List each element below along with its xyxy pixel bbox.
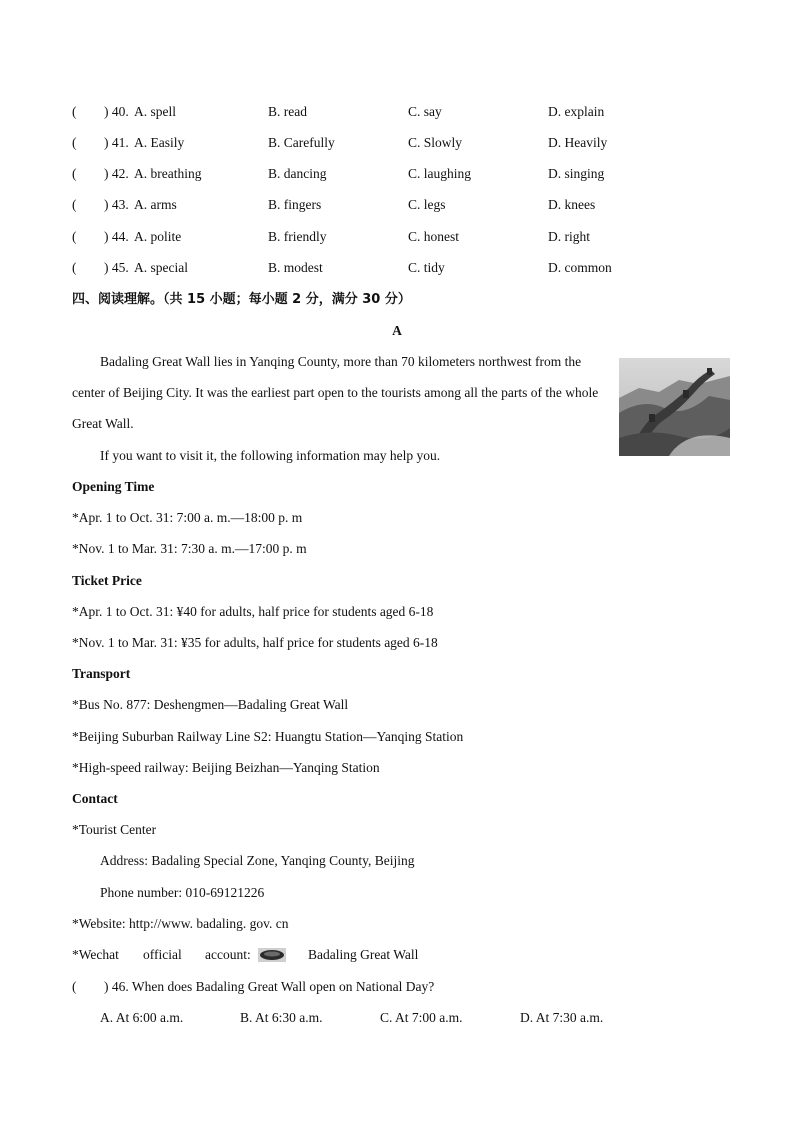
- option-a: A. arms: [134, 197, 177, 212]
- option-a: A. special: [134, 260, 188, 275]
- question-row-42: [0, 166, 794, 182]
- transport-high-speed-railway: *High-speed railway: Beijing Beizhan—Yanqing Station: [72, 760, 380, 775]
- wechat-account-name: Badaling Great Wall: [308, 947, 419, 962]
- passage-label: A: [392, 323, 402, 338]
- contact-address: Address: Badaling Special Zone, Yanqing County, Beijing: [100, 853, 415, 868]
- question-number: ) 40.: [104, 104, 129, 119]
- great-wall-photo: [619, 358, 730, 456]
- option-d: D. At 7:30 a.m.: [520, 1010, 604, 1025]
- opening-time-heading: Opening Time: [72, 479, 155, 494]
- option-b: B. fingers: [268, 197, 322, 212]
- wechat-qr-icon: [258, 948, 286, 962]
- option-d: D. knees: [548, 197, 596, 212]
- contact-phone: Phone number: 010-69121226: [100, 885, 265, 900]
- question-number: ) 43.: [104, 197, 129, 212]
- question-46-options: [0, 1010, 794, 1026]
- option-c: C. tidy: [408, 260, 445, 275]
- question-number: ) 42.: [104, 166, 129, 181]
- question-row-46: [0, 979, 794, 995]
- answer-bracket: (: [72, 104, 77, 119]
- option-b: B. Carefully: [268, 135, 335, 150]
- wechat-label-word-1: *Wechat: [72, 947, 119, 962]
- question-row-43: [0, 197, 794, 213]
- answer-bracket: (: [72, 197, 77, 212]
- ticket-price-summer: *Apr. 1 to Oct. 31: ¥40 for adults, half price for students aged 6-18: [72, 604, 434, 619]
- passage-paragraph-1-line-3: Great Wall.: [72, 416, 134, 431]
- transport-suburban-railway: *Beijing Suburban Railway Line S2: Huangtu Station—Yanqing Station: [72, 729, 464, 744]
- section-title: 四、阅读理解。（共 15 小题；每小题 2 分，满分 30 分）: [72, 292, 411, 307]
- option-d: D. singing: [548, 166, 605, 181]
- answer-bracket: (: [72, 166, 77, 181]
- option-b: B. friendly: [268, 229, 327, 244]
- question-row-40: [0, 104, 794, 120]
- option-a: A. Easily: [134, 135, 185, 150]
- option-d: D. right: [548, 229, 590, 244]
- answer-bracket: (: [72, 979, 77, 994]
- option-b: B. At 6:30 a.m.: [240, 1010, 323, 1025]
- wechat-label-word-2: official: [143, 947, 182, 962]
- question-number: ) 41.: [104, 135, 129, 150]
- option-c: C. At 7:00 a.m.: [380, 1010, 463, 1025]
- opening-time-summer: *Apr. 1 to Oct. 31: 7:00 a. m.—18:00 p. m: [72, 510, 303, 525]
- option-a: A. At 6:00 a.m.: [100, 1010, 184, 1025]
- answer-bracket: (: [72, 260, 77, 275]
- question-number: ) 45.: [104, 260, 129, 275]
- option-d: D. common: [548, 260, 612, 275]
- option-d: D. explain: [548, 104, 605, 119]
- answer-bracket: (: [72, 229, 77, 244]
- contact-website: *Website: http://www. badaling. gov. cn: [72, 916, 289, 931]
- option-c: C. laughing: [408, 166, 471, 181]
- contact-heading: Contact: [72, 791, 118, 806]
- opening-time-winter: *Nov. 1 to Mar. 31: 7:30 a. m.—17:00 p. m: [72, 541, 307, 556]
- option-b: B. read: [268, 104, 307, 119]
- option-b: B. dancing: [268, 166, 327, 181]
- question-row-45: [0, 260, 794, 276]
- option-b: B. modest: [268, 260, 323, 275]
- option-a: A. spell: [134, 104, 176, 119]
- option-c: C. legs: [408, 197, 446, 212]
- option-c: C. Slowly: [408, 135, 463, 150]
- option-c: C. say: [408, 104, 442, 119]
- option-a: A. polite: [134, 229, 182, 244]
- option-a: A. breathing: [134, 166, 202, 181]
- wechat-line: [0, 947, 794, 963]
- ticket-price-winter: *Nov. 1 to Mar. 31: ¥35 for adults, half price for students aged 6-18: [72, 635, 438, 650]
- wechat-label-word-3: account:: [205, 947, 251, 962]
- question-number: ) 44.: [104, 229, 129, 244]
- ticket-price-heading: Ticket Price: [72, 573, 142, 588]
- answer-bracket: (: [72, 135, 77, 150]
- option-d: D. Heavily: [548, 135, 608, 150]
- question-row-41: [0, 135, 794, 151]
- question-text: ) 46. When does Badaling Great Wall open on National Day?: [104, 979, 435, 994]
- contact-tourist-center: *Tourist Center: [72, 822, 157, 837]
- question-row-44: [0, 229, 794, 245]
- transport-bus: *Bus No. 877: Deshengmen—Badaling Great Wall: [72, 697, 349, 712]
- passage-paragraph-1-line-2: center of Beijing City. It was the earliest part open to the tourists among all the parts of the whole: [72, 385, 599, 400]
- passage-paragraph-1-line-1: Badaling Great Wall lies in Yanqing County, more than 70 kilometers northwest from the: [100, 354, 582, 369]
- option-c: C. honest: [408, 229, 460, 244]
- passage-paragraph-2: If you want to visit it, the following information may help you.: [100, 448, 441, 463]
- transport-heading: Transport: [72, 666, 131, 681]
